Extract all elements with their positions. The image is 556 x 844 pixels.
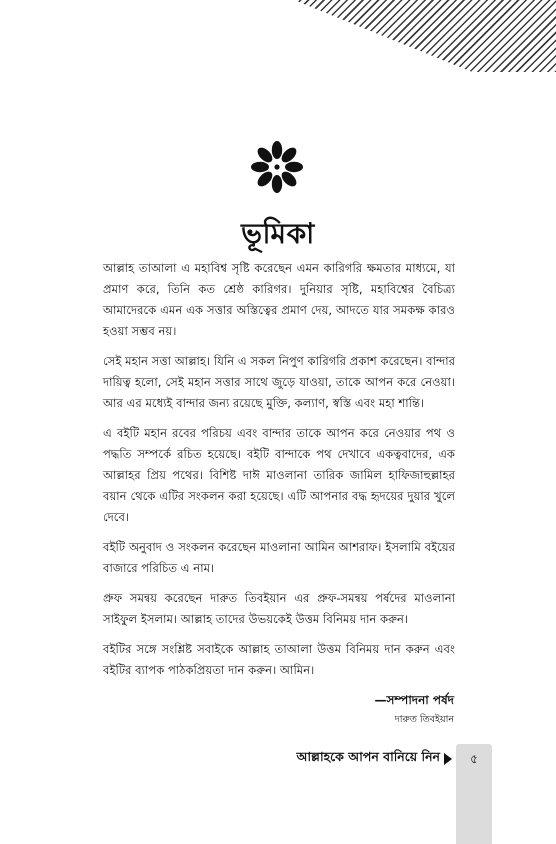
corner-hatch-decoration — [294, 0, 556, 72]
paragraph: বইটি অনুবাদ ও সংকলন করেছেন মাওলানা আমিন আশরাফ। ইসলামি বইয়ের বাজারে পরিচিত এ নাম। — [103, 540, 455, 575]
paragraph: বইটির সঙ্গে সংশ্লিষ্ট সবাইকে আল্লাহ তাআলা উত্তম বিনিময় দান করুন এবং বইটির ব্যাপক পাঠকপ্রিয়তা দান করুন। আমিন। — [103, 642, 455, 677]
signature-name: —সম্পাদনা পর্ষদ — [374, 693, 454, 707]
preface-body — [103, 258, 455, 690]
paragraph: সেই মহান সত্তা আল্লাহ। যিনি এ সকল নিপুণ কারিগরি প্রকাশ করেছেন। বান্দার দায়িত্ব হলো, সেই মহান সত্তার সাথে জুড়ে যাওয়া, তাকে আপন করে নেওয়া। আর এর মধ্যেই বান্দার জন্য রয়েছে মুক্তি, কল্যাণ, স্বস্তি এবং মহা শান্তি। — [103, 354, 455, 410]
flower-ornament-icon — [250, 140, 304, 194]
footer-book-title: আল্লাহকে আপন বানিয়ে নিন — [296, 749, 440, 764]
signature-organization: দারুত তিবইয়ান — [394, 714, 454, 725]
page-heading: ভূমিকা — [241, 217, 315, 250]
paragraph: এ বইটি মহান রবের পরিচয় এবং বান্দার তাকে আপন করে নেওয়ার পথ ও পদ্ধতি সম্পর্কে রচিত হয়েছে। বইটি বান্দাকে পথ দেখাবে একত্ববাদের, এক আল্লাহর প্রিয় পথের। বিশিষ্ট দাঈ মাওলানা তারিক জামিল হাফিজাহুল্লাহর বয়ান থেকে এটির সংকলন করা হয়েছে। এটি আপনার বদ্ধ হৃদয়ের দুয়ার খুলে দেবে। — [103, 426, 455, 524]
paragraph: প্রুফ সমন্বয় করেছেন দারুত তিবইয়ান এর প্রুফ-সমন্বয় পর্ষদের মাওলানা সাইফুল ইসলাম। আল্লাহ তাদের উভয়কেই উত্তম বিনিময় দান করুন। — [103, 591, 455, 626]
page-number-tab — [456, 744, 492, 844]
page-number: ৫ — [470, 752, 478, 766]
triangle-right-icon — [444, 753, 452, 765]
paragraph: আল্লাহ তাআলা এ মহাবিশ্ব সৃষ্টি করেছেন এমন কারিগরি ক্ষমতার মাধ্যমে, যা প্রমাণ করে, তিনি কত শ্রেষ্ঠ কারিগর। দুনিয়ার সৃষ্টি, মহাবিশ্বের বৈচিত্র্য আমাদেরকে এমন এক সত্তার অস্তিত্বের প্রমাণ দেয়, আদতে যার সমকক্ষ কারও হওয়া সম্ভব নয়। — [103, 261, 455, 338]
